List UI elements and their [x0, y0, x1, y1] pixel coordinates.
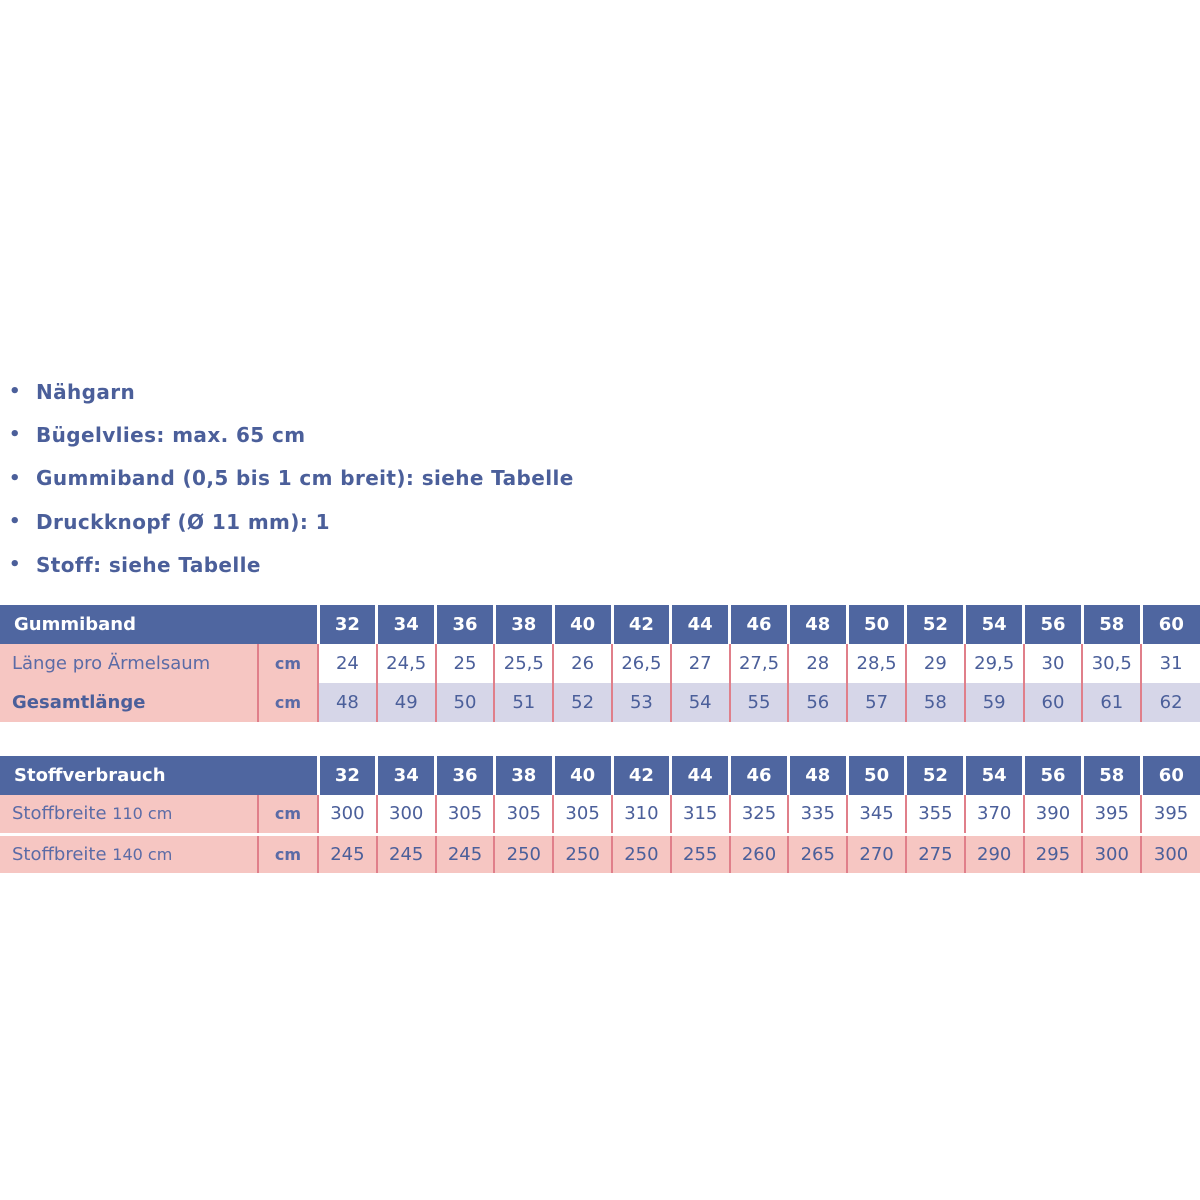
value-cell: 54 — [671, 683, 730, 722]
material-text: Nähgarn — [36, 379, 136, 404]
value-cell: 29,5 — [965, 644, 1024, 683]
value-cell: 58 — [906, 683, 965, 722]
value-cell: 290 — [965, 834, 1024, 873]
value-cell: 250 — [553, 834, 612, 873]
value-cell: 300 — [377, 795, 436, 834]
value-cell: 56 — [788, 683, 847, 722]
size-header-cell: 40 — [553, 605, 612, 644]
value-cell: 26,5 — [612, 644, 671, 683]
material-item — [0, 413, 1200, 456]
value-cell: 250 — [494, 834, 553, 873]
value-cell: 245 — [318, 834, 377, 873]
size-header-cell: 58 — [1082, 605, 1141, 644]
value-cell: 315 — [671, 795, 730, 834]
size-header-cell: 34 — [377, 605, 436, 644]
size-header-cell: 38 — [494, 756, 553, 795]
size-header-cell: 52 — [906, 605, 965, 644]
size-header-cell: 50 — [847, 756, 906, 795]
value-cell: 62 — [1141, 683, 1200, 722]
stoff-title: Stoffverbrauch — [0, 756, 318, 795]
value-cell: 24 — [318, 644, 377, 683]
stoffverbrauch-table — [0, 756, 1200, 873]
value-cell: 60 — [1024, 683, 1083, 722]
value-cell: 325 — [730, 795, 789, 834]
value-cell: 300 — [318, 795, 377, 834]
bullet-icon: • — [9, 381, 21, 403]
size-header-cell: 54 — [965, 605, 1024, 644]
material-text: Stoff: siehe Tabelle — [36, 552, 261, 577]
size-header-cell: 32 — [318, 756, 377, 795]
table-row — [0, 795, 1200, 834]
material-text: Druckknopf (Ø 11 mm): 1 — [36, 509, 330, 534]
row-label — [0, 834, 258, 873]
value-cell: 255 — [671, 834, 730, 873]
value-cell: 26 — [553, 644, 612, 683]
material-item — [0, 500, 1200, 543]
value-cell: 300 — [1082, 834, 1141, 873]
material-text: Gummiband (0,5 bis 1 cm breit): siehe Tabelle — [36, 466, 574, 491]
value-cell: 25,5 — [494, 644, 553, 683]
value-cell: 370 — [965, 795, 1024, 834]
size-header-cell: 42 — [612, 756, 671, 795]
size-header-cell: 44 — [671, 605, 730, 644]
value-cell: 295 — [1024, 834, 1083, 873]
value-cell: 265 — [788, 834, 847, 873]
value-cell: 395 — [1141, 795, 1200, 834]
value-cell: 52 — [553, 683, 612, 722]
value-cell: 245 — [436, 834, 495, 873]
value-cell: 55 — [730, 683, 789, 722]
size-header-cell: 38 — [494, 605, 553, 644]
value-cell: 355 — [906, 795, 965, 834]
size-header-cell: 48 — [788, 605, 847, 644]
size-header-cell: 32 — [318, 605, 377, 644]
stoff-header-row — [0, 756, 1200, 795]
row-label-main: Stoffbreite — [12, 843, 107, 865]
value-cell: 305 — [553, 795, 612, 834]
bullet-icon: • — [9, 467, 21, 489]
value-cell: 260 — [730, 834, 789, 873]
value-cell: 57 — [847, 683, 906, 722]
material-item — [0, 543, 1200, 586]
size-header-cell: 34 — [377, 756, 436, 795]
row-unit: cm — [258, 644, 318, 683]
size-header-cell: 36 — [436, 756, 495, 795]
value-cell: 29 — [906, 644, 965, 683]
value-cell: 51 — [494, 683, 553, 722]
value-cell: 27 — [671, 644, 730, 683]
size-header-cell: 46 — [730, 605, 789, 644]
value-cell: 50 — [436, 683, 495, 722]
row-label — [0, 795, 258, 834]
table-row — [0, 644, 1200, 683]
value-cell: 335 — [788, 795, 847, 834]
value-cell: 390 — [1024, 795, 1083, 834]
row-unit: cm — [258, 834, 318, 873]
value-cell: 275 — [906, 834, 965, 873]
row-label-main: Stoffbreite — [12, 803, 107, 825]
size-header-cell: 58 — [1082, 756, 1141, 795]
size-header-cell: 56 — [1024, 756, 1083, 795]
value-cell: 245 — [377, 834, 436, 873]
size-header-cell: 44 — [671, 756, 730, 795]
value-cell: 300 — [1141, 834, 1200, 873]
value-cell: 61 — [1082, 683, 1141, 722]
bullet-icon: • — [9, 554, 21, 576]
value-cell: 305 — [494, 795, 553, 834]
size-header-cell: 52 — [906, 756, 965, 795]
size-header-cell: 50 — [847, 605, 906, 644]
value-cell: 30,5 — [1082, 644, 1141, 683]
size-header-cell: 54 — [965, 756, 1024, 795]
size-header-cell: 36 — [436, 605, 495, 644]
value-cell: 25 — [436, 644, 495, 683]
value-cell: 310 — [612, 795, 671, 834]
bullet-icon: • — [9, 424, 21, 446]
size-header-cell: 56 — [1024, 605, 1083, 644]
value-cell: 59 — [965, 683, 1024, 722]
value-cell: 49 — [377, 683, 436, 722]
value-cell: 250 — [612, 834, 671, 873]
value-cell: 30 — [1024, 644, 1083, 683]
gummiband-title: Gummiband — [0, 605, 318, 644]
value-cell: 24,5 — [377, 644, 436, 683]
row-unit: cm — [258, 795, 318, 834]
material-item — [0, 457, 1200, 500]
value-cell: 270 — [847, 834, 906, 873]
row-label: Länge pro Ärmelsaum — [0, 644, 258, 683]
value-cell: 28 — [788, 644, 847, 683]
gummiband-header-row — [0, 605, 1200, 644]
gummiband-table — [0, 605, 1200, 722]
material-text: Bügelvlies: max. 65 cm — [36, 422, 306, 447]
value-cell: 53 — [612, 683, 671, 722]
value-cell: 28,5 — [847, 644, 906, 683]
size-header-cell: 60 — [1141, 756, 1200, 795]
size-header-cell: 48 — [788, 756, 847, 795]
value-cell: 48 — [318, 683, 377, 722]
materials-list — [0, 370, 1200, 586]
row-label-width: 110 cm — [112, 804, 173, 824]
size-header-cell: 42 — [612, 605, 671, 644]
row-unit: cm — [258, 683, 318, 722]
size-header-cell: 60 — [1141, 605, 1200, 644]
value-cell: 27,5 — [730, 644, 789, 683]
table-row — [0, 834, 1200, 873]
bullet-icon: • — [9, 511, 21, 533]
value-cell: 395 — [1082, 795, 1141, 834]
size-header-cell: 40 — [553, 756, 612, 795]
size-header-cell: 46 — [730, 756, 789, 795]
row-label-width: 140 cm — [112, 844, 173, 864]
value-cell: 305 — [436, 795, 495, 834]
value-cell: 345 — [847, 795, 906, 834]
value-cell: 31 — [1141, 644, 1200, 683]
material-item — [0, 370, 1200, 413]
row-label: Gesamtlänge — [0, 683, 258, 722]
table-row — [0, 683, 1200, 722]
